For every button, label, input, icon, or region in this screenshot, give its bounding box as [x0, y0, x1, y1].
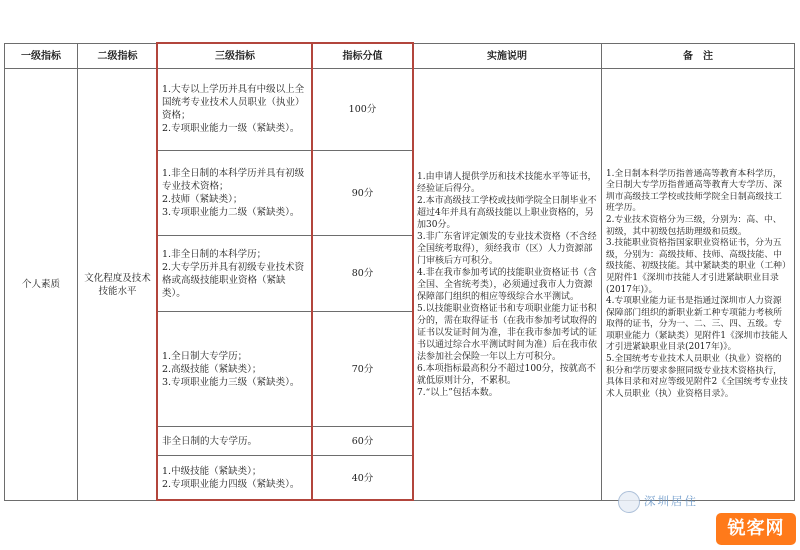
- cell-criteria: 1.非全日制的本科学历并具有初级专业技术资格； 2.技师（紧缺类）； 3.专项职业能力二级（紧缺类）。: [158, 150, 313, 236]
- cell-score: 80分: [313, 236, 413, 312]
- header-notes: 备 注: [602, 44, 795, 69]
- brand-logo: 锐客网: [716, 513, 796, 545]
- cell-score: 60分: [313, 427, 413, 456]
- header-level1: 一级指标: [5, 44, 78, 69]
- points-criteria-table: [4, 43, 795, 501]
- cell-score: 90分: [313, 150, 413, 236]
- cell-criteria: 1.中级技能（紧缺类）； 2.专项职业能力四级（紧缺类）。: [158, 456, 313, 501]
- cell-score: 100分: [313, 69, 413, 151]
- table-header-row: [5, 44, 795, 69]
- cell-criteria: 1.全日制大专学历； 2.高级技能（紧缺类）； 3.专项职业能力三级（紧缺类）。: [158, 312, 313, 427]
- cell-notes: 1.全日制本科学历指普通高等教育本科学历，全日制大专学历指普通高等教育大专学历、深圳市高级技工学校或技师学院全日制高级技工班学历。 2.专业技术资格分为三级，分别为：高、中、初级，其中初级包括助理级和员级。 3.技能职业资格指国家职业资格证书，分为五级，分别为：高级技师、技师、高级技能、中级技能、初级技能。其中紧缺类的职业（工种）见附件1《深圳市技能人才引进紧缺职业目录(2017年)》。 4.专项职业能力证书是指通过深圳市人力资源保障部门组织的新职业新工种专项能力考核所取得的证书，分为一、二、三、四、五级。专项职业能力（紧缺类）见附件1《深圳市技能人才引进紧缺职业目录(2017年)》。 5.全国统考专业技术人员职业（执业）资格的积分和学历要求参照同级专业技术资格执行，具体目录和对应等级见附件2《全国统考专业技术人员职业（执）业资格目录》。: [602, 69, 795, 501]
- table-row: [5, 69, 795, 151]
- cell-implementation: 1.由申请人提供学历和技术技能水平等证书，经验证后得分。 2.本市高级技工学校或技师学院全日制毕业不超过4年并具有高级技能以上职业资格的，另加30分。 3.非广东省评定颁发的专业技术资格（不含经全国统考取得），须经我市（区）人力资源部门审核后方可积分。 4.非在我市参加考试的技能职业资格证书（含全国、全省统考类），必须通过我市人力资源保障部门组织的相应等级综合水平测试。 5.以技能职业资格证书和专项职业能力证书积分的，需在取得证书（在我市参加考试取得的证书以发证时间为准，非在我市参加考试的证书以通过综合水平测试时间为准）后在我市依法参加社会保险一年以上方可积分。 6.本项指标最高积分不超过100分，按就高不就低原则计分，不累积。 7.“以上”包括本数。: [413, 69, 602, 501]
- header-implementation: 实施说明: [413, 44, 602, 69]
- header-level2: 二级指标: [78, 44, 158, 69]
- header-score: 指标分值: [313, 44, 413, 69]
- header-level3: 三级指标: [158, 44, 313, 69]
- watermark-text: 深圳居住: [644, 494, 698, 508]
- watermark: [618, 488, 800, 514]
- cell-score: 70分: [313, 312, 413, 427]
- cell-criteria: 1.大专以上学历并具有中级以上全国统考专业技术人员职业（执业）资格； 2.专项职业能力一级（紧缺类）。: [158, 69, 313, 151]
- cell-criteria: 1.非全日制的本科学历； 2.大专学历并具有初级专业技术资格或高级技能职业资格（紧缺类）。: [158, 236, 313, 312]
- cell-criteria: 非全日制的大专学历。: [158, 427, 313, 456]
- cell-level2: 文化程度及技术技能水平: [78, 69, 158, 501]
- watermark-logo-icon: [618, 491, 640, 513]
- cell-score: 40分: [313, 456, 413, 501]
- cell-level1: 个人素质: [5, 69, 78, 501]
